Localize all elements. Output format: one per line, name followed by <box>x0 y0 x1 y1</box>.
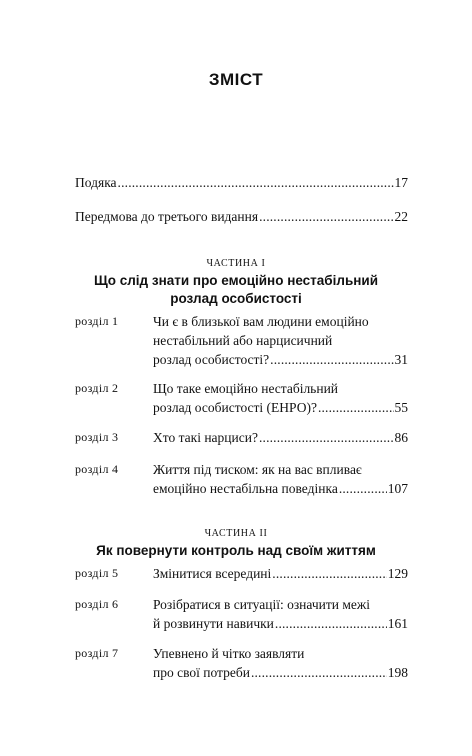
page-title: ЗМІСТ <box>208 70 264 89</box>
leader-dots <box>272 564 386 583</box>
toc-entry-page: 129 <box>387 566 408 581</box>
chapter-title-line: Що таке емоційно нестабільний <box>153 381 339 396</box>
part-title-line: Що слід знати про емоційно нестабільний <box>93 273 379 288</box>
chapter-label: розділ 2 <box>75 381 119 395</box>
chapter-title-line: емоційно нестабільна поведінка <box>153 481 338 496</box>
chapter-title-line: розлад особистості (ЕНРО)? <box>153 400 317 415</box>
part-label: ЧАСТИНА II <box>204 528 268 539</box>
part-title <box>60 272 412 308</box>
chapter-title-line: Хто такі нарциси? <box>153 430 258 445</box>
chapter-title-line: розлад особистості? <box>153 352 270 367</box>
chapter-title-line: Розібратися в ситуації: означити межі <box>153 597 370 612</box>
part-label: ЧАСТИНА I <box>206 258 266 269</box>
toc-entry-page: 86 <box>394 430 408 445</box>
toc-entry-title: Передмова до третього видання <box>75 209 259 224</box>
toc-entry-acknowledgements[interactable] <box>75 173 408 192</box>
toc-entry-page: 107 <box>387 481 408 496</box>
chapter-title-line: нестабільний або нарцисичний <box>153 333 333 348</box>
leader-dots <box>251 663 387 682</box>
toc-entry-page: 22 <box>394 209 408 224</box>
chapter-label: розділ 5 <box>75 566 119 580</box>
chapter-label: розділ 3 <box>75 430 119 444</box>
toc-entry-page: 31 <box>394 352 408 367</box>
chapter-title-line: Чи є в близької вам людини емоційно <box>153 314 369 329</box>
chapter-title-line: про свої потреби <box>153 665 250 680</box>
toc-entry-page: 198 <box>387 665 408 680</box>
chapter-label: розділ 7 <box>75 646 119 660</box>
leader-dots <box>318 398 394 417</box>
chapter-title-line: й розвинути навички <box>153 616 274 631</box>
part-title <box>60 542 412 560</box>
leader-dots <box>259 428 394 447</box>
leader-dots <box>259 207 393 226</box>
toc-entry-preface[interactable] <box>75 207 408 226</box>
leader-dots <box>275 614 387 633</box>
leader-dots <box>118 173 394 192</box>
chapter-label: розділ 6 <box>75 597 119 611</box>
chapter-title-line: Змінитися всередині <box>153 566 272 581</box>
leader-dots <box>339 479 387 498</box>
chapter-title-line: Упевнено й чітко заявляти <box>153 646 305 661</box>
chapter-label: розділ 1 <box>75 314 119 328</box>
part-title-line: Як повернути контроль над своїм життям <box>96 543 376 558</box>
toc-entry-title: Подяка <box>75 175 117 190</box>
part-title-line: розлад особистості <box>170 291 302 306</box>
chapter-title-line: Життя під тиском: як на вас впливає <box>153 462 362 477</box>
leader-dots <box>270 350 393 369</box>
toc-entry-page: 17 <box>394 175 408 190</box>
toc-entry-page: 55 <box>394 400 408 415</box>
toc-entry-page: 161 <box>387 616 408 631</box>
chapter-label: розділ 4 <box>75 462 119 476</box>
